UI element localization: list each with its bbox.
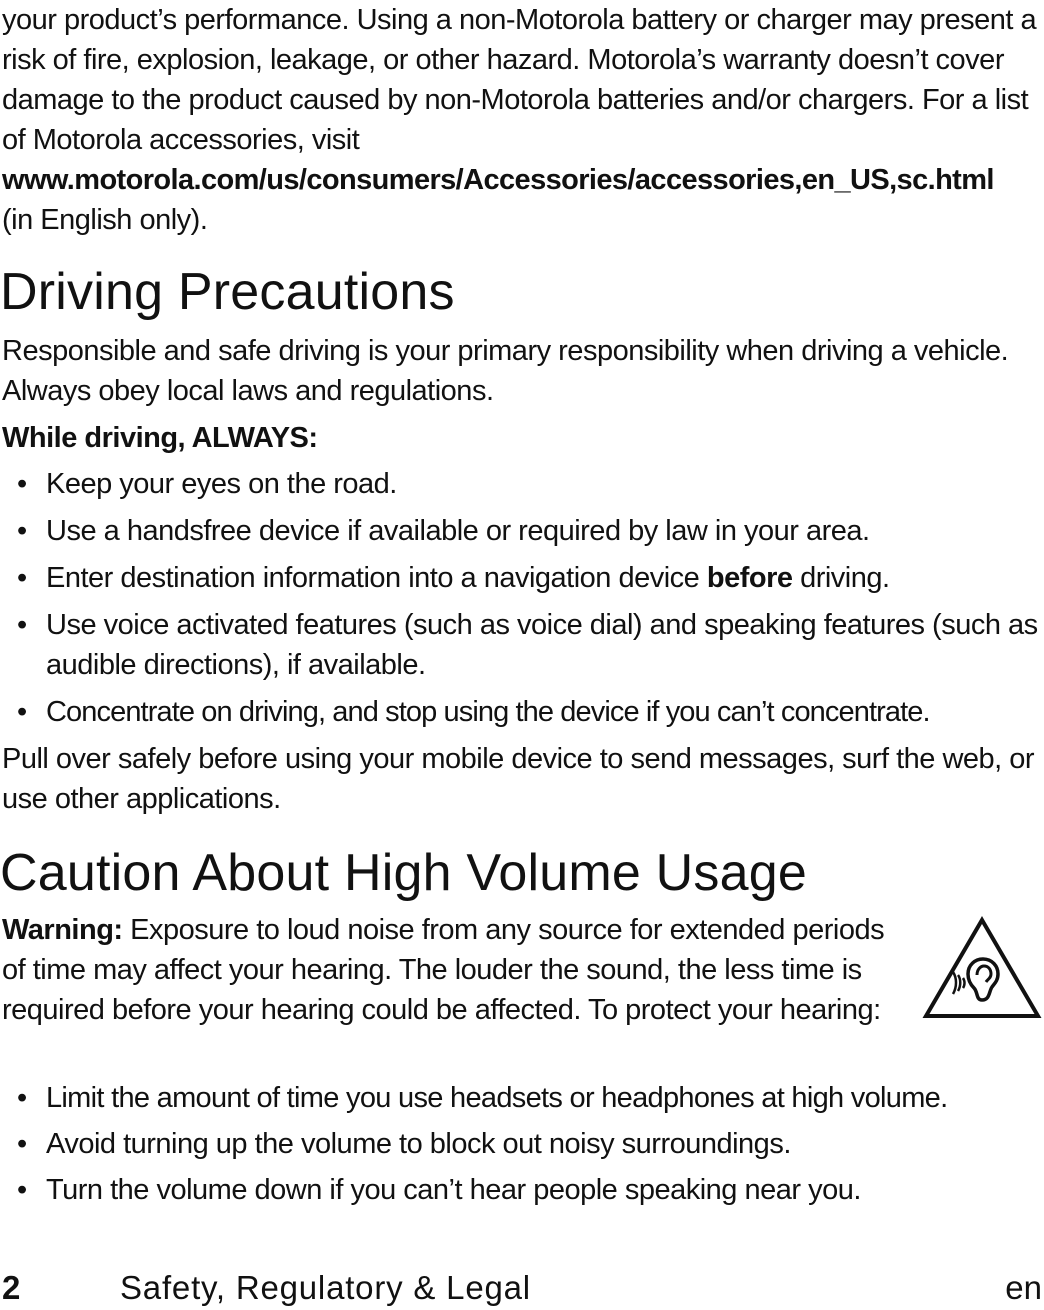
while-driving-label: While driving, ALWAYS: bbox=[2, 422, 318, 454]
before-emphasis: before bbox=[706, 562, 793, 594]
bullet: • bbox=[17, 468, 27, 500]
bullet: • bbox=[17, 1128, 27, 1160]
list-item: • Limit the amount of time you use headsets or headphones at high volume. bbox=[0, 1078, 1044, 1118]
pull-over-paragraph: Pull over safely before using your mobile device to send messages, surf the web, or use other applications. bbox=[2, 743, 1035, 815]
hearing-warning-icon bbox=[922, 916, 1042, 1020]
volume-heading: Caution About High Volume Usage bbox=[0, 844, 807, 902]
accessories-link[interactable]: www.motorola.com/us/consumers/Accessories/accessories,en_US,sc.html bbox=[2, 164, 994, 196]
warning-paragraph bbox=[2, 910, 902, 1030]
list-item: • Avoid turning up the volume to block out noisy surroundings. bbox=[0, 1124, 1044, 1164]
bullet: • bbox=[17, 515, 27, 547]
bullet: • bbox=[17, 696, 27, 728]
bullet: • bbox=[17, 1174, 27, 1206]
list-item: • Enter destination information into a navigation device before driving. bbox=[0, 558, 1044, 598]
intro-text: your product’s performance. Using a non-Motorola battery or charger may present a risk of fire, explosion, leakage, or other hazard. Motorola’s warranty doesn’t cover damage to the product caused by non-Motorola batteries and/or chargers. For a list of Motorola accessories, visit bbox=[2, 4, 1037, 156]
intro-paragraph bbox=[2, 0, 1042, 240]
warning-text: Exposure to loud noise from any source for extended periods of time may affect your hearing. The louder the sound, the less time is required before your hearing could be affected. To protect your hearing: bbox=[2, 914, 885, 1026]
driving-list bbox=[0, 464, 1044, 739]
page-footer bbox=[0, 1266, 1044, 1310]
list-item: • Concentrate on driving, and stop using the device if you can’t concentrate. bbox=[0, 692, 1044, 732]
page-number: 2 bbox=[2, 1269, 21, 1306]
bullet: • bbox=[17, 562, 27, 594]
driving-intro-paragraph: Responsible and safe driving is your primary responsibility when driving a vehicle. Always obey local laws and regulations. bbox=[2, 335, 1009, 407]
language-code: en bbox=[1005, 1269, 1042, 1306]
intro-suffix: (in English only). bbox=[2, 204, 208, 236]
bullet: • bbox=[17, 609, 27, 641]
list-item: • Keep your eyes on the road. bbox=[0, 464, 1044, 504]
driving-heading: Driving Precautions bbox=[0, 263, 455, 321]
list-item: • Turn the volume down if you can’t hear people speaking near you. bbox=[0, 1170, 1044, 1210]
bullet: • bbox=[17, 1082, 27, 1114]
section-title: Safety, Regulatory & Legal bbox=[120, 1269, 531, 1306]
warning-label: Warning: bbox=[2, 914, 123, 946]
list-item: • Use voice activated features (such as voice dial) and speaking features (such as audible directions), if available. bbox=[0, 605, 1044, 685]
list-item: • Use a handsfree device if available or required by law in your area. bbox=[0, 511, 1044, 551]
volume-list bbox=[0, 1078, 1044, 1216]
